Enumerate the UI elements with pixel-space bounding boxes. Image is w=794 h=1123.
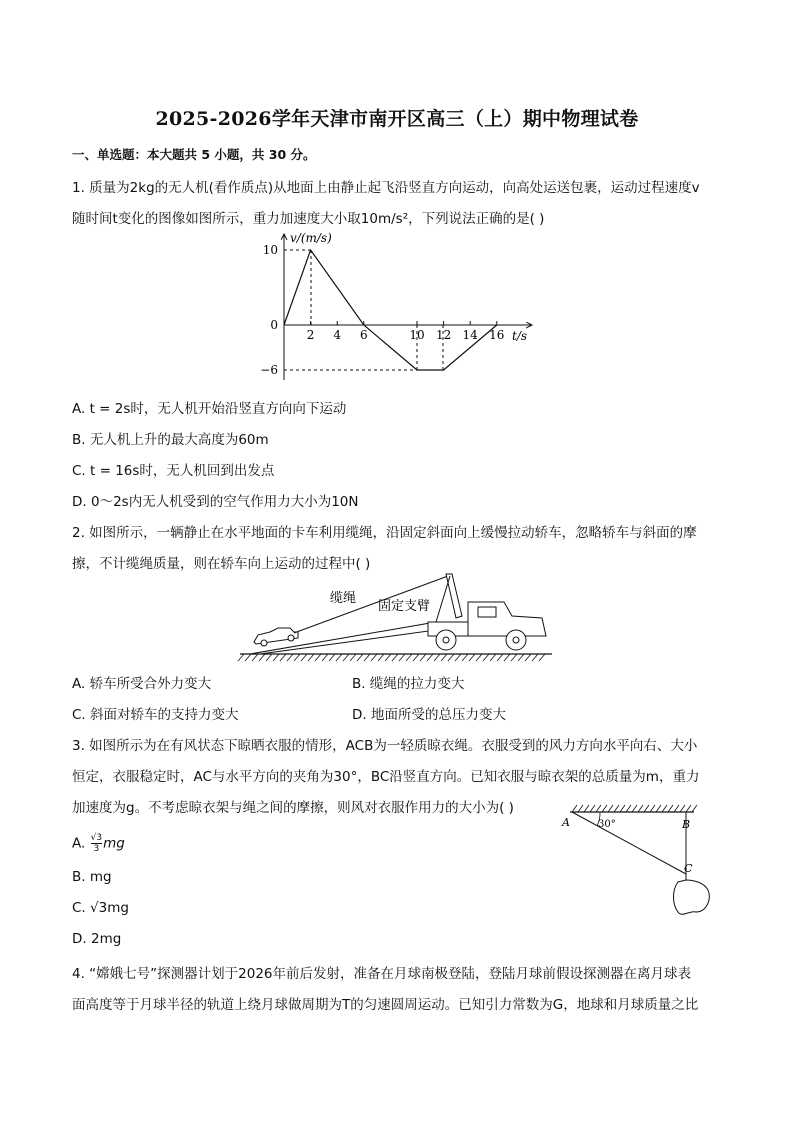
label-b: B [682,818,691,831]
q1-stem-line2: 随时间t变化的图像如图所示，重力加速度大小取10m/s²，下列说法正确的是( ) [72,211,545,227]
rope-ac [572,812,686,874]
clothesline-figure [560,800,720,922]
ground-hatch [350,654,356,661]
ground-hatch [532,654,538,661]
ceiling-hatch [656,805,661,812]
ground-hatch [308,654,314,661]
ground-hatch [273,654,279,661]
q1-option-d: D. 0～2s内无人机受到的空气作用力大小为10N [72,494,359,510]
ceiling-hatch [644,805,649,812]
clothes-icon [674,874,710,914]
ceiling-hatch [578,805,583,812]
ground-hatch [378,654,384,661]
ground-hatch [518,654,524,661]
ground-hatch [497,654,503,661]
q1-option-b: B. 无人机上升的最大高度为60m [72,432,269,448]
ceiling-hatch [620,805,625,812]
q3-option-c: C. √3mg [72,900,129,916]
q2-option-a: A. 轿车所受合外力变大 [72,676,212,692]
y-tick-0: 0 [270,318,278,332]
ceiling-hatch [572,805,577,812]
truck-incline-figure [236,572,556,664]
ceiling-hatch [638,805,643,812]
q3-stem-line1: 3. 如图所示为在有风状态下晾晒衣服的情形，ACB为一轻质晾衣绳。衣服受到的风力方向水平向右、大小 [72,738,698,754]
q4-stem-line1: 4. “嫦娥七号”探测器计划于2026年前后发射，准备在月球南极登陆，登陆月球前假设探测器在离月球表 [72,966,692,982]
q1-stem-line1: 1. 质量为2kg的无人机(看作质点)从地面上由静止起飞沿竖直方向运动，向高处运送包裹，运动过程速度v [72,180,700,196]
ceiling-hatch [686,805,691,812]
ceiling-hatch [590,805,595,812]
ground-hatch [245,654,251,661]
q3-option-d: D. 2mg [72,931,122,947]
ground-hatch [301,654,307,661]
ceiling-hatch [584,805,589,812]
ceiling-hatch [608,805,613,812]
label-cable: 缆绳 [330,591,357,606]
x-tick-label: 10 [409,328,425,342]
velocity-series-line [284,250,497,370]
ground-hatch [448,654,454,661]
section-heading: 一、单选题：本大题共 5 小题，共 30 分。 [72,147,316,162]
ceiling-hatch [596,805,601,812]
page-title: 2025-2026学年天津市南开区高三（上）期中物理试卷 [155,108,639,130]
ground-hatch [252,654,258,661]
label-fixed-arm: 固定支臂 [378,599,431,614]
q3-option-a-prefix: A. [72,835,86,852]
ground-hatch [511,654,517,661]
ground-hatch [455,654,461,661]
ground-hatch [336,654,342,661]
x-tick-label: 6 [359,328,368,342]
ceiling-hatch [650,805,655,812]
x-tick-label: 14 [462,328,478,342]
ground-hatch [238,654,244,661]
ground-hatch [385,654,391,661]
x-tick-label: 2 [306,328,315,342]
ceiling-hatch [632,805,637,812]
ground-hatch [539,654,545,661]
ground-hatch [280,654,286,661]
ground-hatch [259,654,265,661]
ground-hatch [476,654,482,661]
y-axis-label: v/(m/s) [290,231,332,245]
q1-option-a: A. t = 2s时，无人机开始沿竖直方向向下运动 [72,401,347,417]
ground-hatch [294,654,300,661]
y-tick-neg6: −6 [260,363,278,377]
velocity-time-graph [250,228,540,386]
x-tick-label: 12 [435,328,452,342]
ground-hatch [329,654,335,661]
q2-option-c: C. 斜面对轿车的支持力变大 [72,707,239,723]
q4-stem-line2: 面高度等于月球半径的轨道上绕月球做周期为T的匀速圆周运动。已知引力常数为G，地球和月球质量之比 [72,997,699,1013]
ceiling-hatch [668,805,673,812]
q3-option-a-tail: mg [103,835,125,852]
q3-stem-line3: 加速度为g。不考虑晾衣架与绳之间的摩擦，则风对衣服作用力的大小为( ) [72,800,514,816]
fraction [91,833,102,854]
ground-hatch [266,654,272,661]
q3-stem-line2: 恒定，衣服稳定时，AC与水平方向的夹角为30°，BC沿竖直方向。已知衣服与晾衣架的总质量为m，重力 [72,769,700,785]
ceiling-hatch [602,805,607,812]
ground-hatch [434,654,440,661]
x-tick-label: 4 [333,328,342,342]
label-c: C [684,862,693,875]
ground-hatch [469,654,475,661]
car-icon [254,628,298,646]
ground-hatch [399,654,405,661]
ceiling-hatch [626,805,631,812]
ground-hatch [357,654,363,661]
ground-hatch [525,654,531,661]
ground-hatch [364,654,370,661]
ground-hatch [392,654,398,661]
q1-option-c: C. t = 16s时，无人机回到出发点 [72,463,275,479]
ground-hatch [287,654,293,661]
ceiling-hatch [662,805,667,812]
q2-stem-line2: 擦，不计缆绳质量，则在轿车向上运动的过程中( ) [72,556,371,572]
x-axis-label: t/s [512,329,528,343]
ground-hatch [427,654,433,661]
q3-option-b: B. mg [72,869,112,885]
y-tick-10: 10 [262,243,278,257]
ground-hatch [420,654,426,661]
fraction-denominator: 3 [93,844,100,854]
truck-icon [428,602,546,650]
ground-hatch [315,654,321,661]
ground-hatch [343,654,349,661]
ceiling-hatch [614,805,619,812]
x-tick-label: 16 [489,328,505,342]
ground-hatch [406,654,412,661]
ceiling-hatch [692,805,697,812]
q3-option-a [72,833,125,854]
ground-hatch [371,654,377,661]
ground-hatch [441,654,447,661]
label-angle: 30° [598,819,616,830]
ground-hatch [322,654,328,661]
q2-stem-line1: 2. 如图所示，一辆静止在水平地面的卡车利用缆绳，沿固定斜面向上缓慢拉动轿车，忽略轿车与斜面的摩 [72,525,697,541]
fraction-numerator: √3 [90,833,103,843]
ground-hatch [490,654,496,661]
ground-hatch [483,654,489,661]
ground-hatch [462,654,468,661]
q2-option-b: B. 缆绳的拉力变大 [352,676,465,692]
q2-option-d: D. 地面所受的总压力变大 [352,707,506,723]
ceiling-hatch [680,805,685,812]
ground-hatch [504,654,510,661]
label-a: A [562,816,570,829]
ceiling-hatch [674,805,679,812]
ground-hatch [413,654,419,661]
